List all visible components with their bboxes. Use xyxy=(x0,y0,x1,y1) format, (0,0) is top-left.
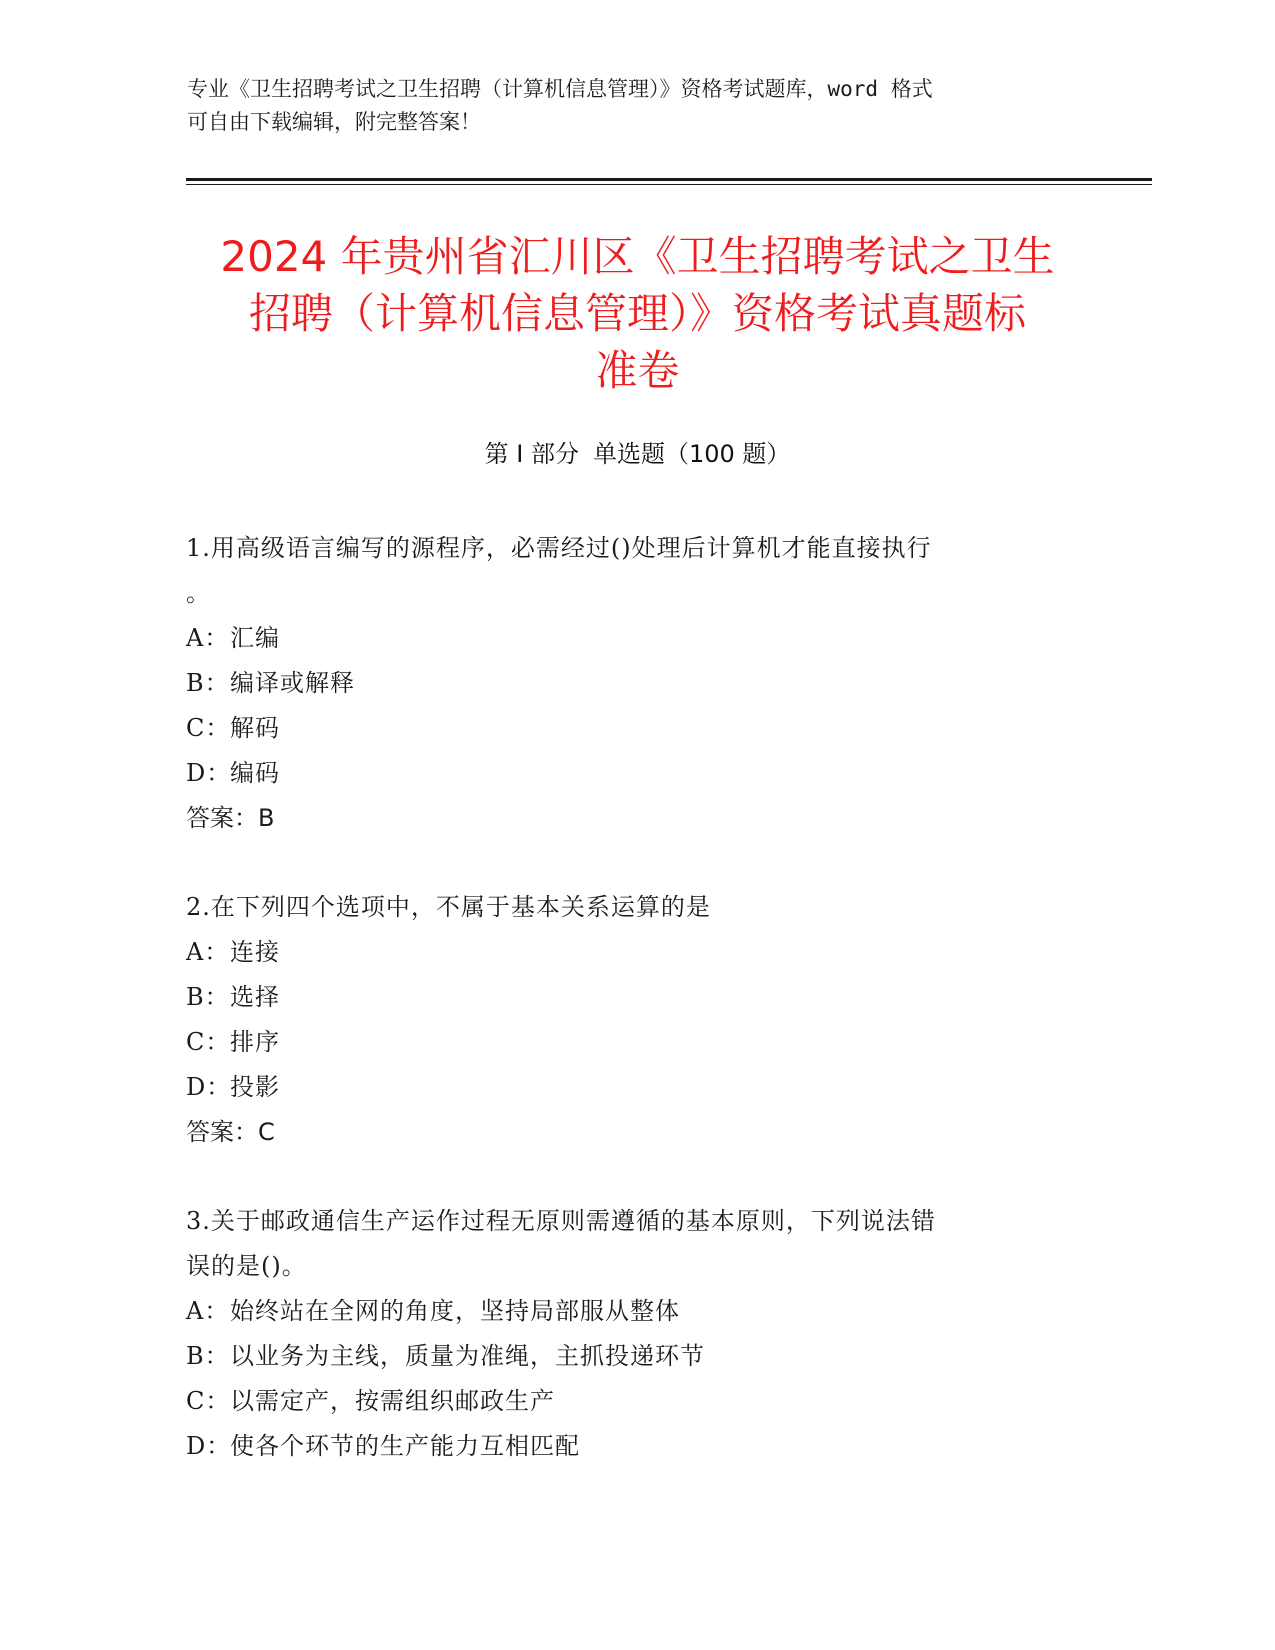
section-heading xyxy=(150,437,1125,471)
option-a xyxy=(186,616,1086,661)
question-stem: 3.关于邮政通信生产运作过程无原则需遵循的基本原则，下列说法错 xyxy=(186,1207,936,1235)
option-c xyxy=(186,706,1086,751)
option-text: 选择 xyxy=(230,983,280,1011)
question-stem: 误的是()。 xyxy=(186,1252,307,1280)
question-2 xyxy=(186,885,1086,1155)
option-d xyxy=(186,1424,1086,1469)
option-label: A： xyxy=(186,1297,230,1325)
option-text: 排序 xyxy=(230,1028,280,1056)
option-label: A： xyxy=(186,938,230,966)
option-label: C： xyxy=(186,714,231,742)
header-rule-thick xyxy=(186,178,1152,181)
title-line: 2024 年贵州省汇川区《卫生招聘考试之卫生 xyxy=(220,232,1055,281)
option-a xyxy=(186,930,1086,975)
option-d xyxy=(186,751,1086,796)
option-c xyxy=(186,1020,1086,1065)
option-text: 编译或解释 xyxy=(230,669,355,697)
header-note-line: 专业《卫生招聘考试之卫生招聘（计算机信息管理）》资格考试题库，word 格式 xyxy=(187,77,933,101)
option-b xyxy=(186,1334,1086,1379)
option-label: A： xyxy=(186,624,230,652)
option-label: D： xyxy=(186,1073,232,1101)
question-1 xyxy=(186,526,1086,841)
option-label: D： xyxy=(186,759,232,787)
section-part: 第 I 部分 xyxy=(484,440,579,468)
option-label: D： xyxy=(186,1432,232,1460)
option-text: 汇编 xyxy=(230,624,280,652)
section-name: 单选题（100 题） xyxy=(592,440,791,468)
title-line: 招聘（计算机信息管理）》资格考试真题标 xyxy=(248,289,1026,338)
option-b xyxy=(186,975,1086,1020)
question-stem: 1.用高级语言编写的源程序，必需经过()处理后计算机才能直接执行 xyxy=(186,534,932,562)
option-label: C： xyxy=(186,1028,231,1056)
question-stem: 2.在下列四个选项中，不属于基本关系运算的是 xyxy=(186,893,711,921)
document-title xyxy=(150,228,1125,399)
option-text: 投影 xyxy=(230,1073,280,1101)
option-d xyxy=(186,1065,1086,1110)
question-list xyxy=(186,526,1086,1469)
option-label: B： xyxy=(186,669,230,697)
header-note-line: 可自由下载编辑，附完整答案！ xyxy=(187,110,481,134)
option-a xyxy=(186,1289,1086,1334)
option-text: 始终站在全网的角度，坚持局部服从整体 xyxy=(230,1297,680,1325)
option-c xyxy=(186,1379,1086,1424)
question-3 xyxy=(186,1199,1086,1469)
answer: 答案：C xyxy=(186,1118,275,1146)
option-text: 以业务为主线，质量为准绳，主抓投递环节 xyxy=(230,1342,705,1370)
header-note xyxy=(187,73,1087,139)
option-b xyxy=(186,661,1086,706)
option-text: 解码 xyxy=(230,714,280,742)
answer: 答案：B xyxy=(186,804,275,832)
spacer xyxy=(186,841,1086,885)
option-text: 以需定产，按需组织邮政生产 xyxy=(230,1387,555,1415)
spacer xyxy=(186,1155,1086,1199)
option-label: B： xyxy=(186,983,230,1011)
option-label: B： xyxy=(186,1342,230,1370)
option-label: C： xyxy=(186,1387,231,1415)
option-text: 连接 xyxy=(230,938,280,966)
option-text: 使各个环节的生产能力互相匹配 xyxy=(230,1432,580,1460)
question-stem: 。 xyxy=(186,579,211,607)
title-line: 准卷 xyxy=(595,346,680,395)
option-text: 编码 xyxy=(230,759,280,787)
header-rule-thin xyxy=(186,184,1152,185)
